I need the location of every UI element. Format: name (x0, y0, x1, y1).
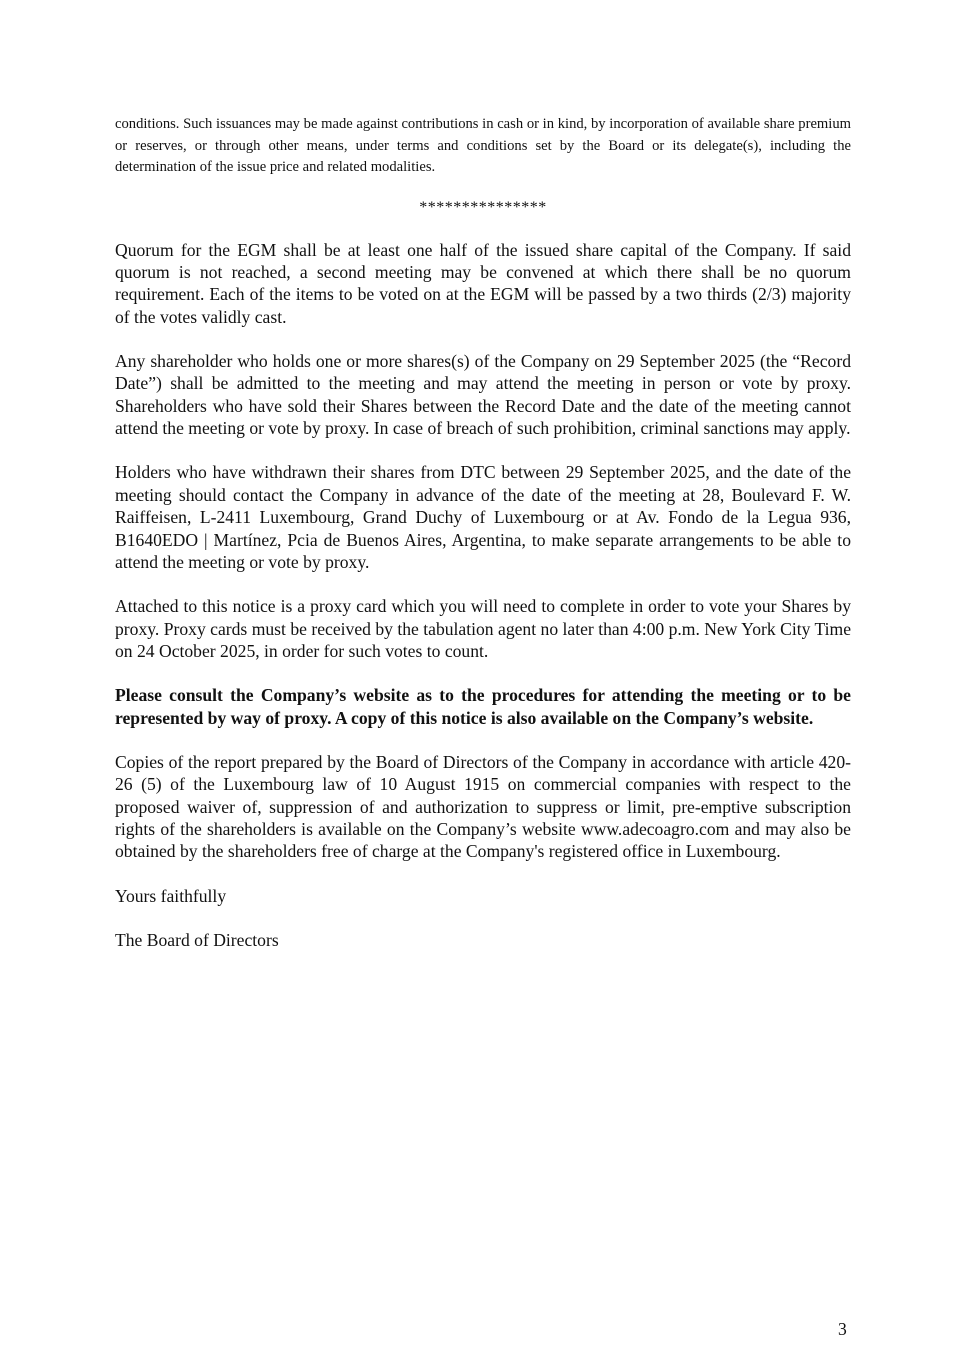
record-date-paragraph: Any shareholder who holds one or more shares(s) of the Company on 29 September 2025 (the “Record Date”) shall be admitted to the meeting and may attend the meeting in person or vote by proxy. Shareholders who have sold their Shares between the Record Date and the date of the meeting cannot attend the meeting or vote by proxy. In case of breach of such prohibition, criminal sanctions may apply. (115, 350, 851, 439)
quorum-paragraph: Quorum for the EGM shall be at least one half of the issued share capital of the Company. If said quorum is not reached, a second meeting may be convened at which there shall be no quorum requirement. Each of the items to be voted on at the EGM will be passed by a two thirds (2/3) majority of the votes validly cast. (115, 239, 851, 327)
signatory: The Board of Directors (115, 929, 279, 950)
proxy-card-paragraph: Attached to this notice is a proxy card which you will need to complete in order to vote your Shares by proxy. Proxy cards must be received by the tabulation agent no later than 4:00 p.m. New York City Time on 24 October 2025, in order for such votes to count. (115, 596, 851, 661)
document-body (115, 114, 851, 951)
report-copies-paragraph: Copies of the report prepared by the Board of Directors of the Company in accordance with article 420-26 (5) of the Luxembourg law of 10 August 1915 on commercial companies with respect to the proposed waiver of, suppression of and authorization to suppress or limit, pre-emptive subscription rights of the shareholders is available on the Company’s website www.adecoagro.com and may also be obtained by the shareholders free of charge at the Company's registered office in Luxembourg. (115, 751, 851, 862)
page-number: 3 (838, 1319, 847, 1339)
dtc-holders-paragraph: Holders who have withdrawn their shares from DTC between 29 September 2025, and the date of the meeting should contact the Company in advance of the date of the meeting at 28, Boulevard F. W. Raiffeisen, L-2411 Luxembourg, Grand Duchy of Luxembourg or at Av. Fondo de la Legua 936, B1640EDO | Martínez, Pcia de Buenos Aires, Argentina, to make separate arrangements to be able to attend the meeting or vote by proxy. (115, 462, 851, 572)
intro-paragraph: conditions. Such issuances may be made against contributions in cash or in kind, by incorporation of available share premium or reserves, or through other means, under terms and conditions set by the Board or its delegate(s), including the determination of the issue price and related modalities. (115, 116, 851, 175)
closing: Yours faithfully (115, 885, 227, 906)
website-notice-paragraph: Please consult the Company’s website as to the procedures for attending the meeting or to be represented by way of proxy. A copy of this notice is also available on the Company’s website. (115, 685, 851, 728)
separator: *************** (419, 198, 547, 216)
